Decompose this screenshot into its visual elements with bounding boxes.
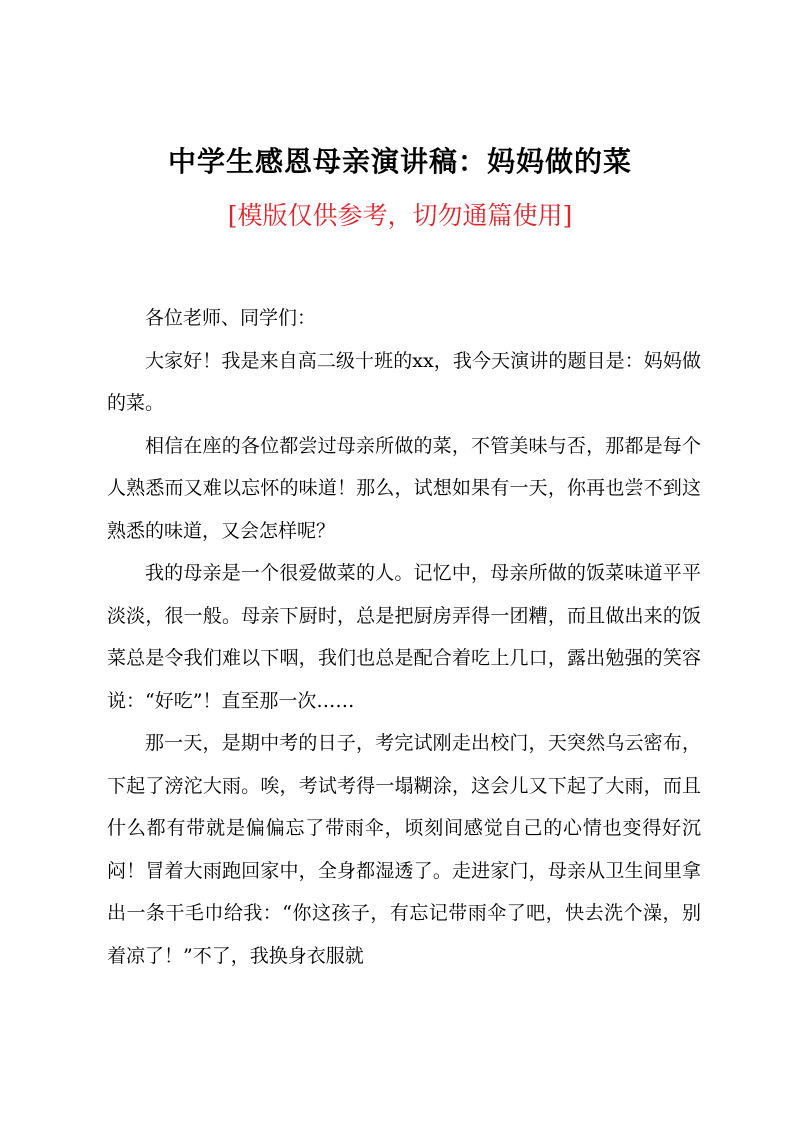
intro-paragraph: 相信在座的各位都尝过母亲所做的菜，不管美味与否，那都是每个人熟悉而又难以忘怀的味道！那么，试想如果有一天，你再也尝不到这熟悉的味道，又会怎样呢？ — [107, 434, 701, 542]
speech-body — [107, 297, 701, 977]
document-title: 中学生感恩母亲演讲稿：妈妈做的菜 — [167, 145, 632, 178]
salutation-paragraph: 各位老师、同学们： — [145, 307, 317, 329]
mother-cooking-paragraph: 我的母亲是一个很爱做菜的人。记忆中，母亲所做的饭菜味道平平淡淡，很一般。母亲下厨时，总是把厨房弄得一团糟，而且做出来的饭菜总是令我们难以下咽，我们也总是配合着吃上几口，露出勉强的笑容说：“好吃”！直至那一次…… — [107, 562, 701, 712]
rainy-day-paragraph: 那一天，是期中考的日子，考完试刚走出校门，天突然乌云密布，下起了滂沱大雨。唉，考试考得一塌糊涂，这会儿又下起了大雨，而且什么都有带就是偏偏忘了带雨伞，顷刻间感觉自己的心情也变得好沉闷！冒着大雨跑回家中，全身都湿透了。走进家门，母亲从卫生间里拿出一条干毛巾给我：“你这孩子，有忘记带雨伞了吧，快去洗个澡，别着凉了！”不了，我换身衣服就 — [107, 732, 701, 967]
template-notice: [模版仅供参考，切勿通篇使用] — [227, 201, 573, 230]
greeting-paragraph: 大家好！我是来自高二级十班的xx，我今天演讲的题目是：妈妈做的菜。 — [107, 349, 701, 414]
